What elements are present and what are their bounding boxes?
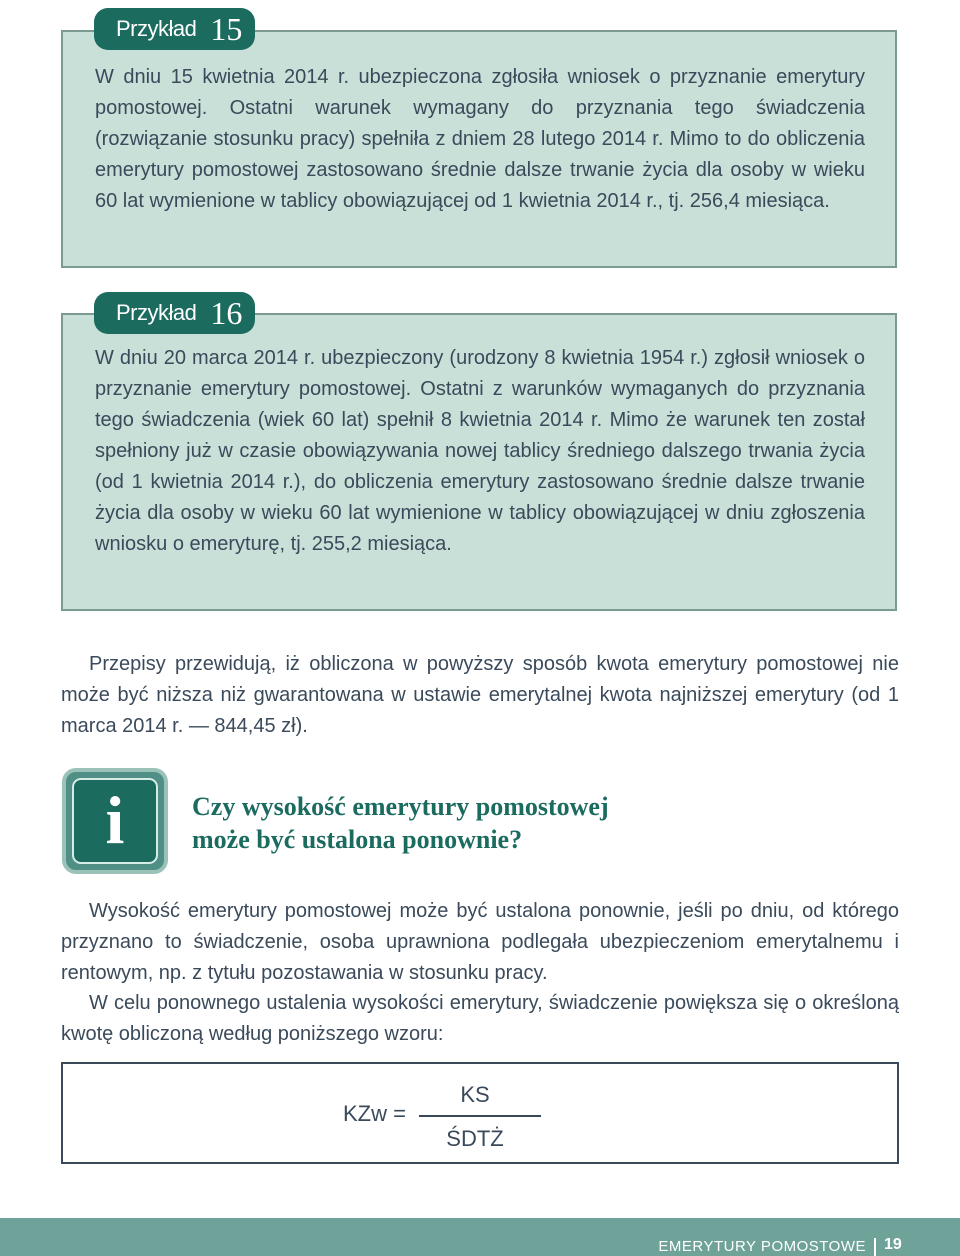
fraction-line (419, 1115, 541, 1117)
example-16-number: 16 (210, 294, 243, 331)
info-question (192, 790, 609, 856)
formula-denominator: ŚDTŻ (446, 1126, 504, 1151)
example-15-text: W dniu 15 kwietnia 2014 r. ubezpieczona zgłosiła wniosek o przyznanie emerytury pomostowej. Ostatni warunek wymagany do przyznania tego świadczenia (rozwiązanie stosunku pracy) spełniła z dniem 28 lutego 2014 r. Mimo to do obliczenia emerytury pomostowej zastosowano średnie dalsze trwanie życia dla osoby w wieku 60 lat wymienione w tablicy obowiązującej od 1 kwietnia 2014 r., tj. 256,4 miesiąca. (95, 66, 865, 212)
footer-separator (874, 1238, 876, 1256)
page-number: 19 (884, 1236, 902, 1253)
example-15-label: Przykład (116, 16, 197, 41)
formula-intro-paragraph: W celu ponownego ustalenia wysokości emerytury, świadczenie powiększa się o określoną kwotę obliczoną według poniższego wzoru: (61, 992, 899, 1045)
info-question-line-2: może być ustalona ponownie? (192, 825, 523, 854)
info-icon-letter: i (72, 778, 158, 864)
example-16-tag (94, 292, 255, 334)
example-15-box (61, 30, 897, 268)
example-16-label: Przykład (116, 300, 197, 325)
example-15-tag (94, 8, 255, 50)
formula-lhs: KZw = (343, 1101, 406, 1126)
info-icon (62, 768, 168, 874)
info-question-line-1: Czy wysokość emerytury pomostowej (192, 792, 609, 821)
example-16-text: W dniu 20 marca 2014 r. ubezpieczony (urodzony 8 kwietnia 1954 r.) zgłosił wniosek o przyznanie emerytury pomostowej. Ostatni z warunków wymaganych do przyznania tego świadczenia (wiek 60 lat) spełnił 8 kwietnia 2014 r. Mimo że warunek ten został spełniony już w czasie obowiązywania nowej tablicy średniego dalszego trwania życia (od 1 kwietnia 2014 r.), do obliczenia emerytury zastosowano średnie dalsze trwanie życia dla osoby w wieku 60 lat wymienione w tablicy obowiązującej w dniu zgłoszenia wniosku o emeryturę, tj. 255,2 miesiąca. (95, 347, 865, 555)
example-15-number: 15 (210, 10, 243, 47)
formula-numerator: KS (460, 1082, 490, 1107)
recalculation-paragraph: Wysokość emerytury pomostowej może być ustalona ponownie, jeśli po dniu, od którego przyznano to świadczenie, osoba uprawniona podlegała ubezpieczeniom emerytalnemu i rentowym, np. z tytułu pozostawania w stosunku pracy. (61, 900, 899, 984)
example-16-box (61, 313, 897, 611)
footer-title: EMERYTURY POMOSTOWE (658, 1238, 866, 1255)
formula-box (61, 1062, 899, 1164)
minimum-pension-paragraph: Przepisy przewidują, iż obliczona w powyższy sposób kwota emerytury pomostowej nie może być niższa niż gwarantowana w ustawie emerytalnej kwota najniższej emerytury (od 1 marca 2014 r. — 844,45 zł). (61, 653, 899, 737)
